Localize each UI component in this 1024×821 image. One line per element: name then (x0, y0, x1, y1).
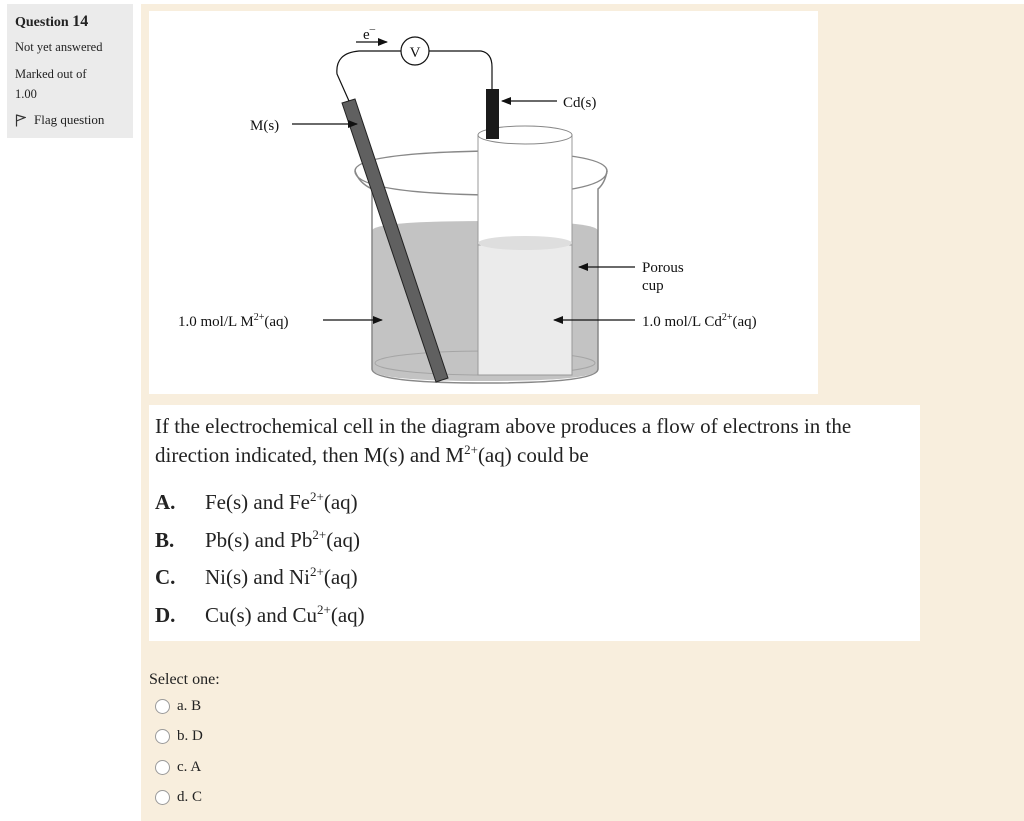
cd-solution-label: 1.0 mol/L $Cd^{2+}(aq)$ (642, 312, 757, 330)
cd-electrode-label: Cd(s) (563, 95, 597, 111)
option-text: Cu(s) and $Cu^{2+}(aq)$ (205, 602, 365, 627)
answer-choice-label: d. C (177, 789, 203, 805)
marked-out-of-label: Marked out of (15, 67, 87, 81)
answer-choice-d[interactable] (155, 789, 202, 806)
question-title-word: Question (15, 15, 69, 30)
question-line-1: If the electrochemical cell in the diagram above produces a flow of electrons in the (155, 414, 852, 438)
question-line-2: direction indicated, then M(s) and $M^{2+}(aq)$ could be (155, 442, 589, 467)
answer-choice-a[interactable] (155, 698, 201, 715)
answer-choice-label: b. D (177, 728, 203, 744)
voltmeter-label: V (409, 45, 421, 61)
answer-choice-label: c. A (177, 759, 202, 775)
electron-label: e– (363, 23, 376, 43)
option-letter: C. (155, 565, 176, 589)
porous-cup-top (478, 135, 572, 245)
option-text: Ni(s) and $Ni^{2+}(aq)$ (205, 564, 358, 589)
electrochemical-cell-diagram (149, 11, 818, 394)
question-status: Not yet answered (15, 40, 103, 54)
flag-question-label: Flag question (34, 112, 105, 127)
porous-cup-label-line1: Porous (642, 260, 684, 276)
radio-button[interactable] (155, 760, 170, 775)
m-electrode-label: M(s) (250, 118, 280, 134)
option-b (155, 528, 360, 553)
option-letter: A. (155, 490, 176, 514)
question-title (15, 13, 88, 31)
answer-choice-b[interactable] (155, 728, 203, 745)
flag-question-link[interactable] (15, 112, 104, 128)
answer-choice-c[interactable] (155, 759, 201, 776)
marked-out-of-value: 1.00 (15, 87, 37, 101)
question-number: 14 (72, 13, 89, 30)
option-text: Fe(s) and $Fe^{2+}(aq)$ (205, 489, 358, 514)
option-d (155, 603, 365, 628)
answer-choice-label: a. B (177, 698, 202, 714)
radio-button[interactable] (155, 790, 170, 805)
option-letter: B. (155, 528, 175, 552)
question-text (155, 412, 915, 470)
flag-icon (15, 114, 26, 127)
external-wire (337, 51, 401, 101)
radio-button[interactable] (155, 729, 170, 744)
option-letter: D. (155, 603, 176, 627)
question-panel (149, 405, 920, 641)
option-a (155, 490, 358, 515)
question-info-panel (7, 4, 133, 138)
porous-cup-label-line2: cup (642, 278, 664, 294)
option-c (155, 565, 358, 590)
diagram-panel (149, 11, 818, 394)
m-solution-label: 1.0 mol/L $M^{2+}(aq)$ (178, 312, 289, 330)
cd-electrode (486, 89, 499, 139)
radio-button[interactable] (155, 699, 170, 714)
select-one-label: Select one: (149, 671, 220, 688)
option-text: Pb(s) and $Pb^{2+}(aq)$ (205, 527, 360, 552)
